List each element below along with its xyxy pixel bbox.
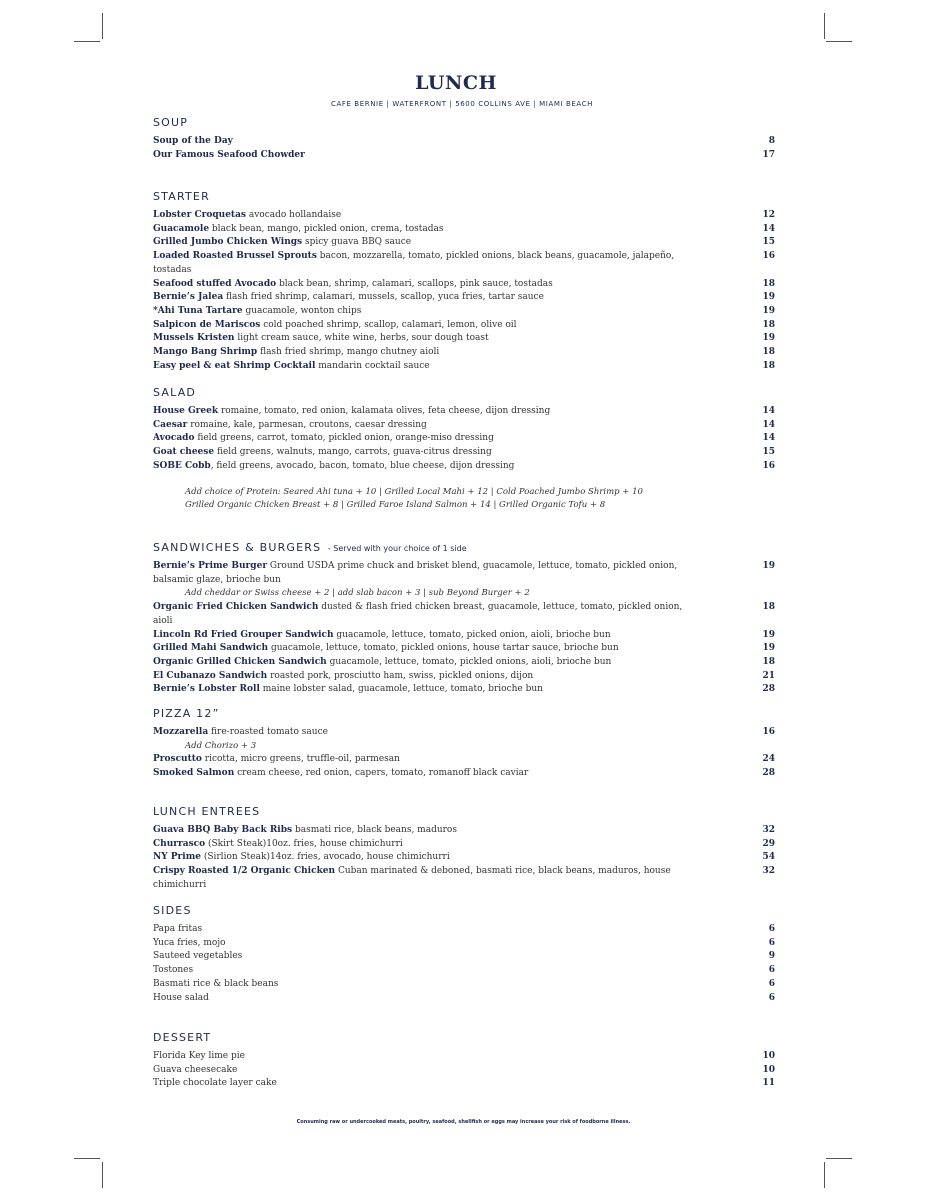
menu-item [153,560,778,587]
menu-item [153,1077,778,1091]
menu-item [153,360,778,374]
menu-item [153,278,778,292]
menu-item [153,923,778,937]
menu-item [153,992,778,1006]
item-description: romaine, kale, parmesan, croutons, caesar dressing [187,419,427,430]
item-description: Basmati rice & black beans [153,978,279,989]
menu-item [153,978,778,992]
menu-item [153,950,778,964]
item-list [153,560,778,697]
menu-item [153,446,778,460]
item-name: Goat cheese [153,447,215,458]
item-list [153,753,778,780]
item-price: 19 [762,333,775,344]
section-title [153,539,778,556]
item-name: Organic Grilled Chicken Sandwich [153,656,327,667]
section-sides [153,902,778,1005]
item-name: Proscutto [153,754,202,765]
menu-item [153,670,778,684]
item-description: dusted & flash fried chicken breast, guacamole, lettuce, tomato, pickled onion, aioli [153,602,683,626]
item-price: 10 [762,1064,775,1075]
item-name: Bernie’s Lobster Roll [153,684,260,695]
item-price: 18 [762,278,775,289]
restaurant-address: CAFE BERNIE | WATERFRONT | 5600 COLLINS AVE | MIAMI BEACH [330,100,594,108]
menu-item [153,432,778,446]
menu-item [153,753,778,767]
item-list [153,923,778,1005]
section-title: SOUP [153,116,189,129]
crop-mark [102,13,103,39]
item-list [153,601,778,697]
item-name: SOBE Cobb [153,460,211,471]
item-list [153,209,778,373]
crop-mark [826,41,852,42]
menu-item [153,656,778,670]
menu-item [153,824,778,838]
item-description: field greens, carrot, tomato, pickled onion, orange-miso dressing [194,433,494,444]
item-price: 9 [768,951,775,962]
item-name: Our Famous Seafood Chowder [153,149,305,160]
menu-item [153,223,778,237]
item-name: Mango Bang Shrimp [153,347,258,358]
item-description: flash fried shrimp, calamari, mussels, scallop, yuca fries, tartar sauce [223,292,544,303]
item-price: 6 [768,978,775,989]
item-price: 28 [762,768,775,779]
item-name: *Ahi Tuna Tartare [153,305,243,316]
item-description: House salad [153,992,209,1003]
item-description: avocado hollandaise [245,210,342,220]
menu-item [153,629,778,643]
menu-item [153,305,778,319]
menu-item [153,726,778,740]
section-salad [153,384,778,513]
item-description: (Skirt Steak)10oz. fries, house chimichurri [205,838,403,849]
item-description: , field greens, avocado, bacon, tomato, blue cheese, dijon dressing [210,460,515,471]
item-price: 19 [762,643,775,654]
menu-item [153,250,778,277]
section-title-text: SANDWICHES & BURGERS [153,541,322,554]
item-description: black bean, mango, pickled onion, crema, tostadas [209,223,444,234]
protein-options [153,486,778,513]
menu-item [153,135,778,149]
menu-item [153,332,778,346]
item-name: Salpicon de Mariscos [153,319,261,330]
section-sandwiches [153,539,778,697]
item-description: fire-roasted tomato sauce [208,727,328,737]
item-price: 14 [762,406,775,416]
section-soup [153,114,778,162]
item-price: 18 [762,319,775,330]
item-name: Organic Fried Chicken Sandwich [153,602,319,613]
crop-mark [824,1162,825,1188]
menu-item [153,460,778,474]
crop-mark [824,13,825,39]
item-name: Mozzarella [153,727,209,737]
item-name: Mussels Kristen [153,333,235,344]
menu-item [153,683,778,697]
item-name: Seafood stuffed Avocado [153,278,277,289]
menu-item [153,767,778,781]
item-price: 16 [762,727,775,737]
menu-item [153,346,778,360]
item-price: 32 [762,866,775,877]
item-description: Florida Key lime pie [153,1051,245,1061]
item-description: Cuban marinated & deboned, basmati rice, black beans, maduros, house chimichurri [153,866,671,890]
item-name: Avocado [153,433,195,444]
item-name: Bernie’s Prime Burger [153,561,268,571]
item-description: Triple chocolate layer cake [153,1078,277,1089]
item-price: 29 [762,838,775,849]
item-name: Smoked Salmon [153,768,235,779]
section-dessert [153,1029,778,1091]
item-price: 18 [762,360,775,371]
crop-mark [74,41,100,42]
item-price: 19 [762,629,775,640]
section-starter [153,188,778,373]
item-list [153,135,778,162]
item-price: 24 [762,754,775,765]
section-title: STARTER [153,190,210,203]
item-price: 6 [768,924,775,934]
menu-item [153,209,778,223]
item-description: cream cheese, red onion, capers, tomato, romanoff black caviar [234,768,529,779]
section-title: SIDES [153,904,192,917]
item-price: 12 [762,210,775,220]
item-price: 17 [762,149,775,160]
item-price: 6 [768,937,775,948]
item-price: 6 [768,965,775,976]
item-list [153,1050,778,1091]
item-name: Bernie’s Jalea [153,292,224,303]
item-name: Soup of the Day [153,136,233,146]
item-name: Lincoln Rd Fried Grouper Sandwich [153,629,334,640]
burger-addon: Add cheddar or Swiss cheese + 2 | add slab bacon + 3 | sub Beyond Burger + 2 [185,588,530,599]
item-description: guacamole, wonton chips [242,305,362,316]
item-price: 15 [762,447,775,458]
item-description: bacon, mozzarella, tomato, pickled onions, black beans, guacamole, jalapeño, tostadas [153,251,675,275]
item-price: 14 [762,419,775,430]
item-description: mandarin cocktail sauce [315,360,430,371]
item-description: cold poached shrimp, scallop, calamari, lemon, olive oil [260,319,517,330]
section-note: - Served with your choice of 1 side [325,544,467,553]
item-price: 19 [762,305,775,316]
item-price: 18 [762,347,775,358]
item-description: Papa fritas [153,924,203,934]
item-description: guacamole, lettuce, tomato, pickled onions, aioli, brioche bun [326,656,612,667]
section-title: SALAD [153,386,197,399]
item-description: flash fried shrimp, mango chutney aioli [257,347,440,358]
item-name: Caesar [153,419,188,430]
item-name: Guava BBQ Baby Back Ribs [153,825,293,835]
item-description: romaine, tomato, red onion, kalamata olives, feta cheese, dijon dressing [218,406,551,416]
menu-item [153,419,778,433]
item-price: 54 [762,852,775,863]
item-name: House Greek [153,406,219,416]
item-price: 16 [762,460,775,471]
protein-line: Add choice of Protein: Seared Ahi tuna + 10 | Grilled Local Mahi + 12 | Cold Poached Jumbo Shrimp + 10 [185,486,643,497]
section-title: DESSERT [153,1031,212,1044]
item-description: Tostones [153,965,194,976]
item-description: Yuca fries, mojo [153,937,226,948]
menu-item [153,838,778,852]
item-price: 14 [762,223,775,234]
item-price: 28 [762,684,775,695]
item-price: 18 [762,656,775,667]
item-name: Lobster Croquetas [153,210,246,220]
menu-item [153,1064,778,1078]
item-price: 18 [762,602,775,613]
menu-item [153,1050,778,1064]
item-list [153,824,778,893]
item-description: Sauteed vegetables [153,951,243,962]
item-name: El Cubanazo Sandwich [153,670,268,681]
item-description: roasted pork, prosciutto ham, swiss, pickled onions, dijon [267,670,534,681]
item-description: Ground USDA prime chuck and brisket blend, guacamole, lettuce, tomato, pickled onion, balsamic glaze, brioche bun [153,561,678,585]
item-description: guacamole, lettuce, tomato, pickled onions, house tartar sauce, brioche bun [268,643,619,654]
menu-item [153,851,778,865]
menu-item [153,405,778,419]
item-price: 32 [762,825,775,835]
section-title: LUNCH ENTREES [153,805,261,818]
item-description: guacamole, lettuce, tomato, picked onion, aioli, brioche bun [333,629,611,640]
item-description: basmati rice, black beans, maduros [292,825,457,835]
item-name: NY Prime [153,852,201,863]
item-description: field greens, walnuts, mango, carrots, guava-citrus dressing [214,447,492,458]
menu-item [153,319,778,333]
item-price: 15 [762,237,775,248]
menu-item [153,149,778,163]
item-name: Churrasco [153,838,206,849]
menu-item [153,937,778,951]
item-description: spicy guava BBQ sauce [302,237,412,248]
item-price: 8 [768,136,775,146]
item-price: 6 [768,992,775,1003]
item-name: Grilled Jumbo Chicken Wings [153,237,303,248]
item-name: Grilled Mahi Sandwich [153,643,269,654]
section-title: PIZZA 12” [153,707,220,720]
menu-item [153,236,778,250]
item-name: Guacamole [153,223,210,234]
menu-item [153,865,778,892]
item-list [153,726,778,781]
menu-item [153,642,778,656]
menu-item [153,601,778,628]
item-description: Guava cheesecake [153,1064,238,1075]
item-name: Loaded Roasted Brussel Sprouts [153,251,317,262]
item-price: 10 [762,1051,775,1061]
crop-mark [102,1162,103,1188]
item-description: (Sirlion Steak)14oz. fries, avocado, house chimichurri [200,852,450,863]
item-name: Crispy Roasted 1/2 Organic Chicken [153,866,336,877]
item-description: ricotta, micro greens, truffle-oil, parmesan [201,754,400,765]
item-list [153,405,778,474]
item-description: maine lobster salad, guacamole, lettuce, tomato, brioche bun [259,684,543,695]
item-description: light cream sauce, white wine, herbs, sour dough toast [234,333,489,344]
crop-mark [826,1158,852,1159]
item-price: 11 [762,1078,775,1089]
page-title: LUNCH [415,72,497,94]
item-price: 16 [762,251,775,262]
item-price: 19 [762,292,775,303]
section-pizza [153,705,778,781]
crop-mark [74,1158,100,1159]
section-entrees [153,803,778,893]
item-price: 19 [762,561,775,571]
item-description: black bean, shrimp, calamari, scallops, pink sauce, tostadas [276,278,553,289]
menu-item [153,964,778,978]
protein-line: Grilled Organic Chicken Breast + 8 | Grilled Faroe Island Salmon + 14 | Grilled Organic Tofu + 8 [185,500,606,511]
item-name: Easy peel & eat Shrimp Cocktail [153,360,316,371]
item-price: 21 [762,670,775,681]
food-safety-disclaimer: Consuming raw or undercooked meats, poultry, seafood, shellfish or eggs may increase your risk of foodborne illness. [296,1119,631,1125]
item-price: 14 [762,433,775,444]
menu-item [153,291,778,305]
pizza-addon: Add Chorizo + 3 [185,740,257,751]
